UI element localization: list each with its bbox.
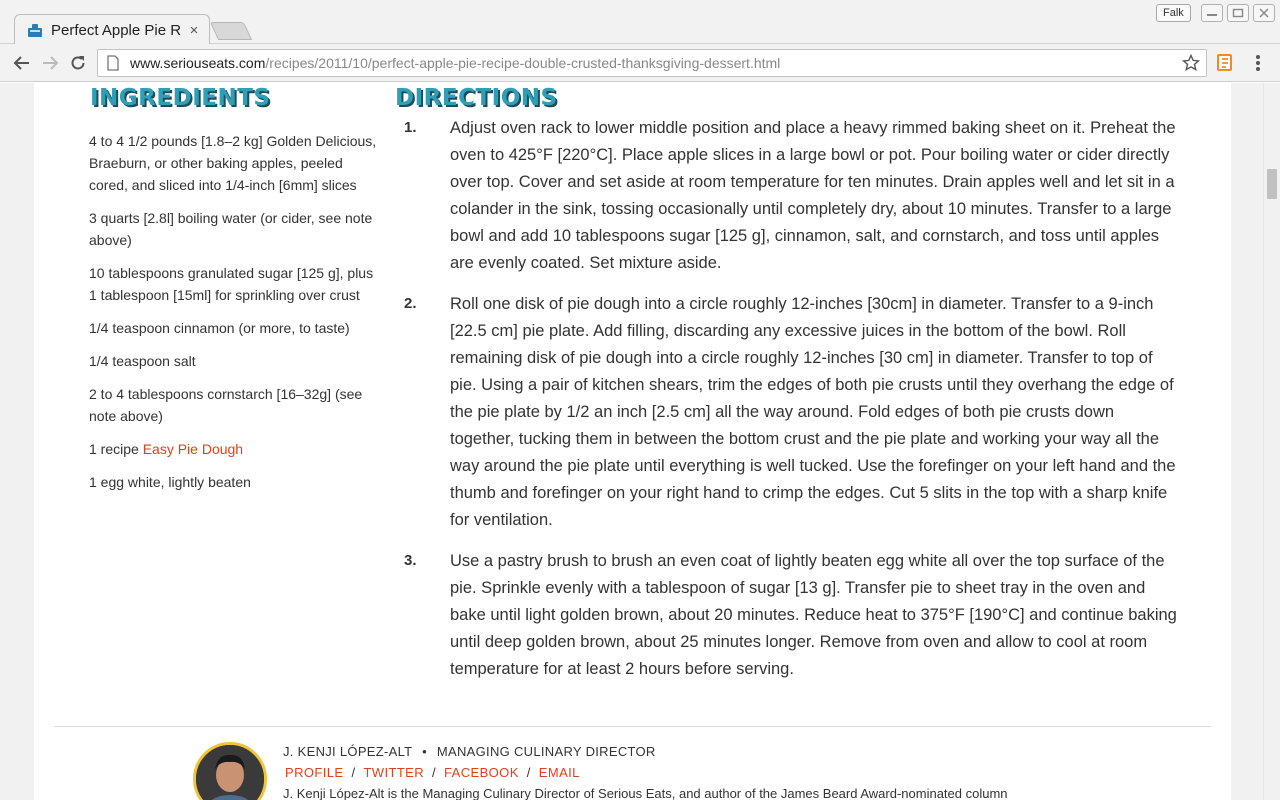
url-text: [130, 55, 780, 71]
author-email-link[interactable]: EMAIL: [538, 765, 580, 780]
step-text: Adjust oven rack to lower middle position and place a heavy rimmed baking sheet on it. Preheat the oven to 425°F [220°C]. Place apple slices in a large bowl or pot. Pour boiling water or cider directly over top. Cover and set aside at room temperature for ten minutes. Drain apples well and let sit in a colander in the sink, tossing occasionally until completely dry, about 10 minutes. Transfer to a large bowl and add 10 tablespoons sugar [125 g], cinnamon, salt, and cornstarch, and toss until apples are evenly coated. Set mixture aside.: [450, 119, 1176, 272]
directions-list: [404, 115, 1179, 697]
author-byline: [283, 744, 656, 759]
tab-close-icon[interactable]: ×: [189, 21, 199, 39]
reload-icon: [69, 54, 87, 72]
link-separator: /: [432, 765, 437, 780]
reload-button[interactable]: [66, 51, 90, 75]
author-twitter-link[interactable]: TWITTER: [363, 765, 425, 780]
url-domain: www.seriouseats.com: [130, 55, 266, 71]
maximize-icon: [1232, 8, 1244, 18]
arrow-right-icon: [41, 54, 59, 72]
browser-titlebar: [0, 0, 1280, 44]
author-name: J. KENJI LÓPEZ-ALT: [283, 744, 413, 759]
ingredient-item: 1/4 teaspoon salt: [89, 353, 196, 369]
ingredient-item: 1/4 teaspoon cinnamon (or more, to taste): [89, 320, 350, 336]
minimize-icon: [1206, 8, 1218, 18]
directions-heading: DIRECTIONS: [395, 85, 558, 111]
section-divider: [54, 726, 1211, 727]
author-role: MANAGING CULINARY DIRECTOR: [436, 744, 656, 759]
serious-eats-favicon-icon: [27, 22, 43, 38]
url-path: /recipes/2011/10/perfect-apple-pie-recipe-double-crusted-thanksgiving-dessert.html: [265, 55, 781, 71]
direction-step: [404, 115, 1179, 277]
new-tab-button[interactable]: [210, 22, 252, 40]
step-number: 1.: [404, 119, 417, 136]
ingredients-list: [89, 130, 379, 504]
ingredient-item: 4 to 4 1/2 pounds [1.8–2 kg] Golden Delicious, Braeburn, or other baking apples, peeled cored, and sliced into 1/4-inch [6mm] slices: [89, 133, 377, 193]
window-close-button[interactable]: [1253, 4, 1275, 22]
ingredient-item: 10 tablespoons granulated sugar [125 g], plus 1 tablespoon [15ml] for sprinkling over crust: [89, 265, 374, 303]
browser-tab[interactable]: [14, 14, 210, 45]
direction-step: [404, 291, 1179, 534]
step-number: 3.: [404, 552, 417, 569]
extension-icon[interactable]: [1215, 52, 1235, 74]
ingredient-item: 2 to 4 tablespoons cornstarch [16–32g] (see note above): [89, 386, 363, 424]
arrow-left-icon: [13, 54, 31, 72]
recipe-page: [34, 83, 1231, 800]
profile-button[interactable]: Falk: [1156, 4, 1191, 22]
author-avatar[interactable]: [193, 742, 267, 800]
ingredient-item: [89, 438, 379, 460]
ingredient-text: 1 recipe: [89, 441, 143, 457]
link-separator: /: [351, 765, 356, 780]
browser-menu-icon[interactable]: [1249, 53, 1267, 73]
address-bar[interactable]: [97, 49, 1207, 77]
close-icon: [1258, 8, 1270, 18]
step-text: Roll one disk of pie dough into a circle roughly 12-inches [30cm] in diameter. Transfer to a 9-inch [22.5 cm] pie plate. Add filling, discarding any excessive juices in the bottom of the bowl. Roll remaining disk of pie dough into a circle roughly 12-inches [30 cm] in diameter. Transfer to top of pie. Using a pair of kitchen shears, trim the edges of both pie crusts until they overhang the edge of the pie plate by 1/2 an inch [2.5 cm] all the way around. Fold edges of both pie crusts down together, tucking them in between the bottom crust and the pie plate and working your way all the way around the pie plate until everything is well tucked. Use the forefinger on your left hand and the thumb and forefinger on your right hand to crimp the edges. Cut 5 slits in the top with a sharp knife for ventilation.: [450, 295, 1176, 529]
window-maximize-button[interactable]: [1227, 4, 1249, 22]
step-number: 2.: [404, 295, 417, 312]
bookmark-star-icon[interactable]: [1182, 54, 1200, 72]
page-scrollbar[interactable]: [1263, 83, 1280, 800]
author-facebook-link[interactable]: FACEBOOK: [444, 765, 519, 780]
step-text: Use a pastry brush to brush an even coat of lightly beaten egg white all over the top surface of the pie. Sprinkle evenly with a tablespoon of sugar [13 g]. Transfer pie to sheet tray in the oven and bake until light golden brown, about 20 minutes. Reduce heat to 375°F [190°C] and continue baking until deep golden brown, about 25 minutes longer. Remove from oven and allow to cool at room temperature for at least 2 hours before serving.: [450, 552, 1177, 678]
ingredient-item: 3 quarts [2.8l] boiling water (or cider, see note above): [89, 210, 373, 248]
author-profile-link[interactable]: PROFILE: [285, 765, 344, 780]
forward-button[interactable]: [38, 51, 62, 75]
back-button[interactable]: [10, 51, 34, 75]
window-minimize-button[interactable]: [1201, 4, 1223, 22]
direction-step: [404, 548, 1179, 683]
browser-toolbar: [0, 44, 1280, 82]
tab-title: Perfect Apple Pie R: [51, 21, 182, 39]
byline-separator: •: [422, 744, 427, 759]
author-links: [285, 765, 580, 780]
easy-pie-dough-link[interactable]: Easy Pie Dough: [142, 441, 244, 457]
ingredients-heading: INGREDIENTS: [90, 85, 271, 111]
page-viewport: [0, 83, 1280, 800]
author-photo-icon: [196, 745, 264, 800]
link-separator: /: [526, 765, 531, 780]
ingredient-item: 1 egg white, lightly beaten: [89, 474, 251, 490]
author-bio: J. Kenji López-Alt is the Managing Culinary Director of Serious Eats, and author of the James Beard Award-nominated column: [283, 786, 1008, 800]
scrollbar-thumb[interactable]: [1267, 169, 1277, 199]
page-icon: [106, 55, 120, 71]
